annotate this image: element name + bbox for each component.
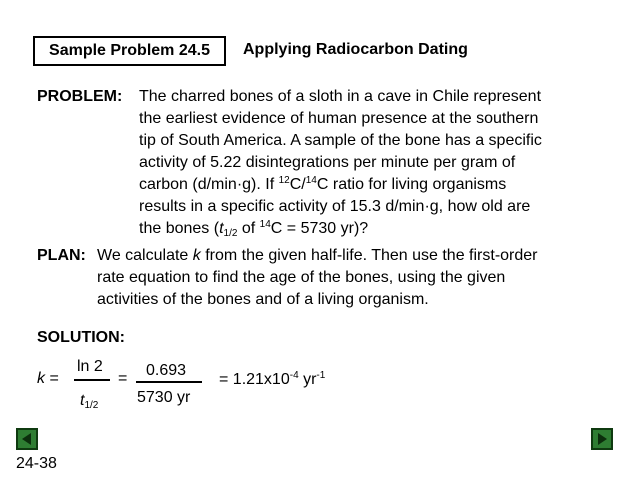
sample-problem-box — [33, 36, 226, 66]
k-result: = $1.21x10^{-4}$ $yr^{-1}$ — [219, 370, 326, 388]
problem-label: PROBLEM: — [37, 88, 123, 105]
fraction-1-denominator: $t_{1/2}$ — [80, 392, 99, 411]
fraction-1-bar — [74, 379, 110, 381]
problem-line-5: carbon (d/min·g). If $^{12}$C/$^{14}$C ratio for living organisms — [139, 175, 507, 193]
solution-label: SOLUTION: — [37, 329, 125, 346]
right-triangle-icon — [593, 430, 611, 448]
sample-problem-title: Applying Radiocarbon Dating — [243, 41, 468, 58]
plan-label: PLAN: — [37, 247, 86, 264]
plan-line-2: rate equation to find the age of the bones, using the given — [97, 269, 506, 286]
next-slide-button[interactable] — [591, 428, 613, 450]
k-equals: k = — [37, 370, 59, 387]
sample-problem-label: Sample Problem 24.5 — [49, 42, 210, 59]
problem-line-2: the earliest evidence of human presence at the southern — [139, 110, 539, 127]
problem-line-4: activity of 5.22 disintegrations per minute per gram of — [139, 154, 516, 171]
problem-line-3: tip of South America. A sample of the bone has a specific — [139, 132, 542, 149]
fraction-2-numerator: 0.693 — [146, 362, 187, 379]
problem-line-7: the bones ($t_{1/2}$ of $^{14}$C = 5730 yr)? — [139, 219, 369, 239]
problem-line-1: The charred bones of a sloth in a cave in Chile represent — [139, 88, 542, 105]
fraction-1-numerator: ln 2 — [77, 358, 103, 375]
left-triangle-icon — [18, 430, 36, 448]
problem-line-6: results in a specific activity of 15.3 d/min·g, how old are — [139, 198, 531, 215]
previous-slide-button[interactable] — [16, 428, 38, 450]
fraction-2-bar — [136, 381, 202, 383]
plan-line-1: We calculate k from the given half-life. Then use the first-order — [97, 247, 538, 264]
fraction-2-denominator: 5730 yr — [137, 389, 191, 406]
plan-line-3: activities of the bones and of a living organism. — [97, 291, 429, 308]
slide-number: 24-38 — [16, 455, 57, 472]
equals-sign: = — [118, 370, 128, 387]
